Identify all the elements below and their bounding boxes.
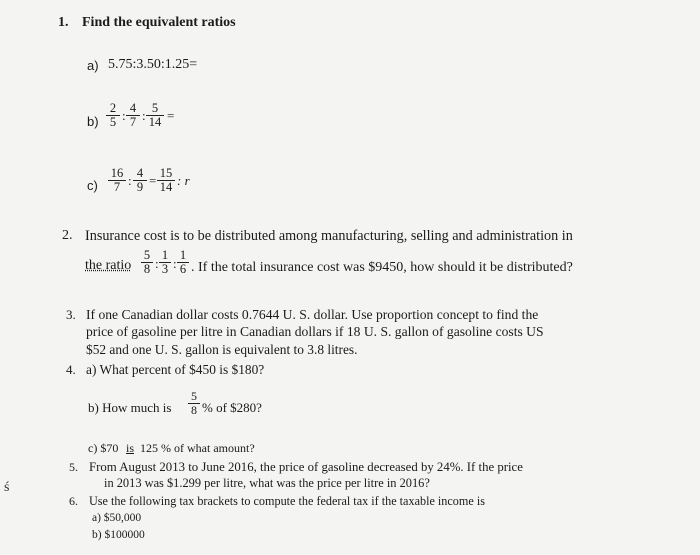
q2-frac-2: [159, 249, 171, 276]
q5-line-1: From August 2013 to June 2016, the price of gasoline decreased by 24%. If the price: [89, 460, 523, 474]
q2-number: 2.: [62, 228, 73, 243]
q1-c-label: c): [87, 178, 98, 193]
q6-a: a) $50,000: [92, 512, 142, 524]
q1-b-label: b): [87, 114, 99, 129]
q4-b-prefix: b) How much is: [88, 400, 172, 415]
q2-frac-1: [141, 249, 153, 276]
q2-frac-2-num: 1: [159, 249, 171, 263]
q3-line-3: $52 and one U. S. gallon is equivalent to 3.8 litres.: [86, 342, 358, 357]
q1-b-frac-1: [106, 102, 120, 129]
q2-line-2-rest: . If the total insurance cost was $9450, how should it be distributed?: [191, 260, 573, 275]
q4-c-suffix: 125 % of what amount?: [140, 441, 255, 455]
q4-c-prefix: c) $70: [88, 441, 119, 455]
q6-line-1: Use the following tax brackets to compute the federal tax if the taxable income is: [89, 494, 485, 508]
q3-line-2: price of gasoline per litre in Canadian dollars if 18 U. S. gallon of gasoline costs US: [86, 324, 544, 339]
q4-b-frac-num: 5: [188, 390, 200, 404]
q2-line-1: Insurance cost is to be distributed among manufacturing, selling and administration in: [85, 228, 573, 244]
q2-frac-1-den: 8: [143, 262, 151, 276]
q1-b-frac-3-den: 14: [148, 115, 162, 129]
q1-b-sep-1: :: [122, 108, 126, 123]
q1-c-frac-2-den: 9: [136, 180, 144, 194]
q3-line-1: If one Canadian dollar costs 0.7644 U. S. dollar. Use proportion concept to find the: [86, 307, 539, 322]
q1-c-frac-2: [133, 167, 147, 194]
q2-frac-3: [177, 249, 189, 276]
q6-number: 6.: [69, 494, 78, 508]
q1-b-frac-2-num: 4: [126, 102, 140, 116]
q1-c-sep-2: =: [149, 173, 157, 188]
q2-frac-3-den: 6: [179, 262, 187, 276]
q2-sep-2: :: [173, 256, 177, 271]
margin-mark: ś: [4, 480, 10, 495]
q1-c-frac-1: [108, 167, 126, 194]
q2-frac-3-num: 1: [177, 249, 189, 263]
q1-b-frac-1-num: 2: [106, 102, 120, 116]
q1-number: 1.: [58, 15, 69, 30]
q2-frac-1-num: 5: [141, 249, 153, 263]
q2-sep-1: :: [155, 256, 159, 271]
q6-b: b) $100000: [92, 529, 145, 541]
q1-b-frac-3-num: 5: [146, 102, 164, 116]
q1-b-frac-2: [126, 102, 140, 129]
q5-line-2: in 2013 was $1.299 per litre, what was the price per litre in 2016?: [104, 476, 430, 490]
q1-c-sep-1: :: [128, 173, 132, 188]
q4-b-frac: [188, 390, 200, 417]
q1-c-frac-3-den: 14: [159, 180, 173, 194]
q1-b-frac-2-den: 7: [129, 115, 137, 129]
q3-number: 3.: [66, 307, 76, 322]
q1-b-tail: =: [167, 108, 175, 123]
q4-number: 4.: [66, 362, 76, 377]
q1-b-sep-2: :: [142, 108, 146, 123]
q1-title: Find the equivalent ratios: [82, 15, 236, 30]
q4-a: a) What percent of $450 is $180?: [86, 362, 265, 377]
q1-c-tail: : r: [177, 173, 190, 188]
q1-a-label: a): [87, 58, 99, 73]
q4-c-is: is: [126, 441, 135, 455]
q1-a-text: 5.75:3.50:1.25=: [108, 57, 198, 72]
q1-c-frac-1-den: 7: [113, 180, 121, 194]
q1-b-frac-3: [146, 102, 164, 129]
q2-frac-2-den: 3: [161, 262, 169, 276]
q5-number: 5.: [69, 460, 78, 474]
q4-b-frac-den: 8: [191, 403, 197, 417]
q1-c-frac-1-num: 16: [108, 167, 126, 181]
q2-ratio-prefix: the ratio: [85, 258, 132, 273]
q1-c-frac-3-num: 15: [157, 167, 175, 181]
q4-b-suffix: % of $280?: [202, 400, 262, 415]
q1-c-frac-3: [157, 167, 175, 194]
q1-b-frac-1-den: 5: [109, 115, 117, 129]
q1-c-frac-2-num: 4: [133, 167, 147, 181]
